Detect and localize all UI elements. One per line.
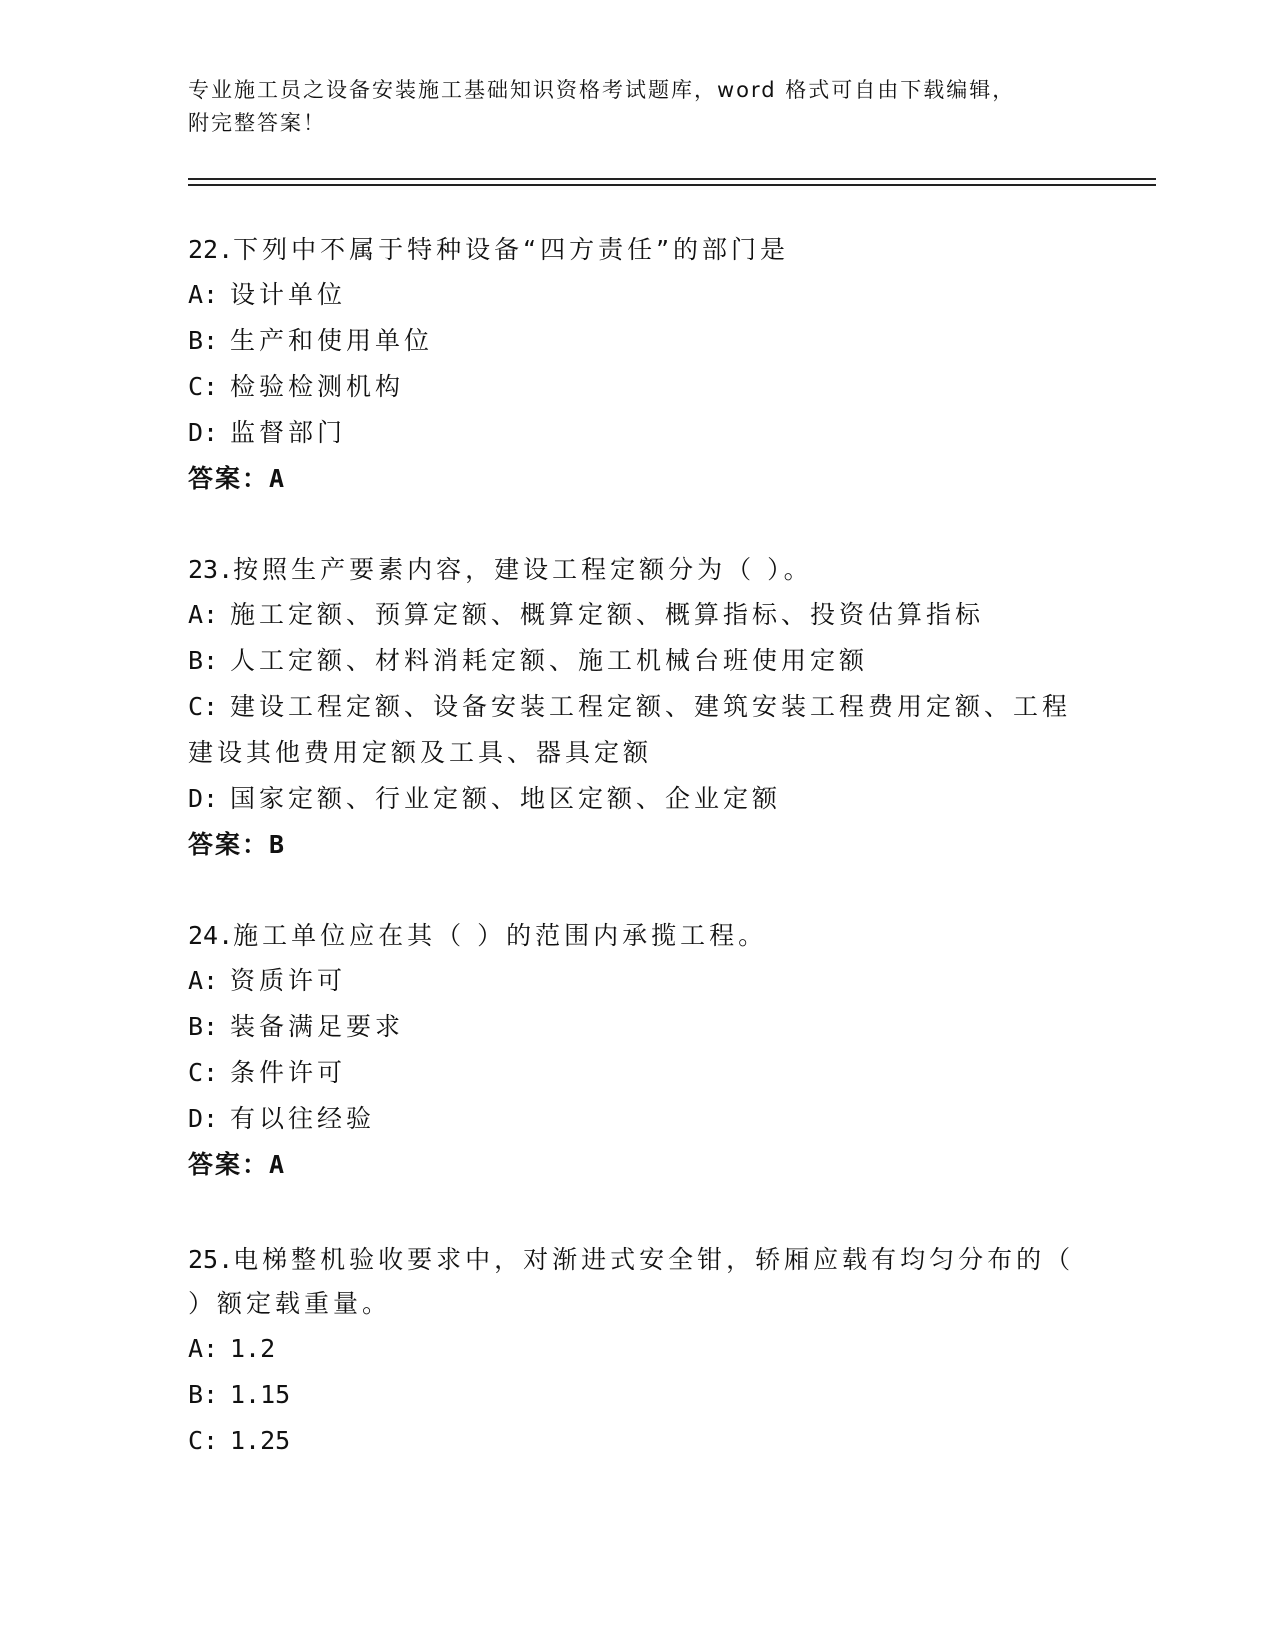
option-text: 资质许可 bbox=[230, 966, 347, 995]
option-text: 建设工程定额、设备安装工程定额、建筑安装工程费用定额、工程 bbox=[230, 692, 1072, 721]
option-text: 人工定额、材料消耗定额、施工机械台班使用定额 bbox=[230, 646, 869, 675]
header-divider-bottom bbox=[188, 184, 1156, 186]
question-number: 25. bbox=[188, 1245, 234, 1274]
header-line-2: 附完整答案！ bbox=[188, 111, 326, 135]
question-text: 电梯整机验收要求中，对渐进式安全钳，轿厢应载有均匀分布的（ bbox=[233, 1245, 1075, 1274]
option-text: 国家定额、行业定额、地区定额、企业定额 bbox=[230, 784, 782, 813]
option-a bbox=[188, 1326, 1088, 1372]
option-text: 有以往经验 bbox=[230, 1104, 376, 1133]
option-letter: A: bbox=[188, 600, 219, 629]
option-text: 1.2 bbox=[230, 1334, 276, 1363]
option-a bbox=[188, 958, 1088, 1004]
option-text: 1.25 bbox=[230, 1426, 291, 1455]
option-text: 监督部门 bbox=[230, 418, 347, 447]
answer-line bbox=[188, 456, 1088, 502]
option-letter: A: bbox=[188, 966, 219, 995]
option-a bbox=[188, 592, 1088, 638]
option-c bbox=[188, 364, 1088, 410]
question-22 bbox=[188, 228, 1088, 502]
answer-value: B bbox=[269, 830, 285, 859]
option-text: 施工定额、预算定额、概算定额、概算指标、投资估算指标 bbox=[230, 600, 985, 629]
question-text: 下列中不属于特种设备“四方责任”的部门是 bbox=[233, 235, 790, 264]
option-text-continued: 建设其他费用定额及工具、器具定额 bbox=[188, 738, 653, 767]
question-stem bbox=[188, 914, 1088, 958]
question-stem-continued: ）额定载重量。 bbox=[188, 1289, 392, 1318]
option-text: 条件许可 bbox=[230, 1058, 347, 1087]
answer-line bbox=[188, 1142, 1088, 1188]
option-b bbox=[188, 638, 1088, 684]
question-number: 24. bbox=[188, 921, 234, 950]
header-divider-top bbox=[188, 178, 1156, 180]
option-text: 装备满足要求 bbox=[230, 1012, 405, 1041]
question-number: 22. bbox=[188, 235, 234, 264]
option-text: 1.15 bbox=[230, 1380, 291, 1409]
question-text: 按照生产要素内容，建设工程定额分为（ ）。 bbox=[233, 555, 813, 584]
option-d bbox=[188, 1096, 1088, 1142]
question-25 bbox=[188, 1238, 1088, 1464]
document-header bbox=[188, 74, 1088, 140]
question-number: 23. bbox=[188, 555, 234, 584]
option-letter: A: bbox=[188, 1334, 219, 1363]
option-b bbox=[188, 1004, 1088, 1050]
option-b bbox=[188, 1372, 1088, 1418]
question-23 bbox=[188, 548, 1088, 868]
option-letter: A: bbox=[188, 280, 219, 309]
option-d bbox=[188, 410, 1088, 456]
option-letter: D: bbox=[188, 1104, 219, 1133]
option-text: 生产和使用单位 bbox=[230, 326, 434, 355]
option-b bbox=[188, 318, 1088, 364]
question-stem bbox=[188, 228, 1088, 272]
answer-label: 答案： bbox=[188, 830, 270, 859]
option-letter: C: bbox=[188, 372, 219, 401]
answer-line bbox=[188, 822, 1088, 868]
answer-label: 答案： bbox=[188, 464, 270, 493]
answer-value: A bbox=[269, 464, 285, 493]
question-text: 施工单位应在其（ ）的范围内承揽工程。 bbox=[233, 921, 768, 950]
question-24 bbox=[188, 914, 1088, 1188]
option-a bbox=[188, 272, 1088, 318]
answer-value: A bbox=[269, 1150, 285, 1179]
question-stem bbox=[188, 1238, 1088, 1282]
option-c-continued bbox=[188, 730, 1088, 776]
option-c bbox=[188, 1050, 1088, 1096]
option-letter: B: bbox=[188, 1012, 219, 1041]
option-letter: B: bbox=[188, 326, 219, 355]
option-c bbox=[188, 1418, 1088, 1464]
answer-label: 答案： bbox=[188, 1150, 270, 1179]
option-letter: B: bbox=[188, 1380, 219, 1409]
question-stem bbox=[188, 548, 1088, 592]
option-text: 检验检测机构 bbox=[230, 372, 405, 401]
option-text: 设计单位 bbox=[230, 280, 347, 309]
option-d bbox=[188, 776, 1088, 822]
option-letter: B: bbox=[188, 646, 219, 675]
option-letter: D: bbox=[188, 784, 219, 813]
option-letter: C: bbox=[188, 692, 219, 721]
header-line-1: 专业施工员之设备安装施工基础知识资格考试题库，word 格式可自由下载编辑， bbox=[188, 78, 1016, 102]
option-letter: C: bbox=[188, 1058, 219, 1087]
option-letter: D: bbox=[188, 418, 219, 447]
option-letter: C: bbox=[188, 1426, 219, 1455]
option-c bbox=[188, 684, 1088, 730]
